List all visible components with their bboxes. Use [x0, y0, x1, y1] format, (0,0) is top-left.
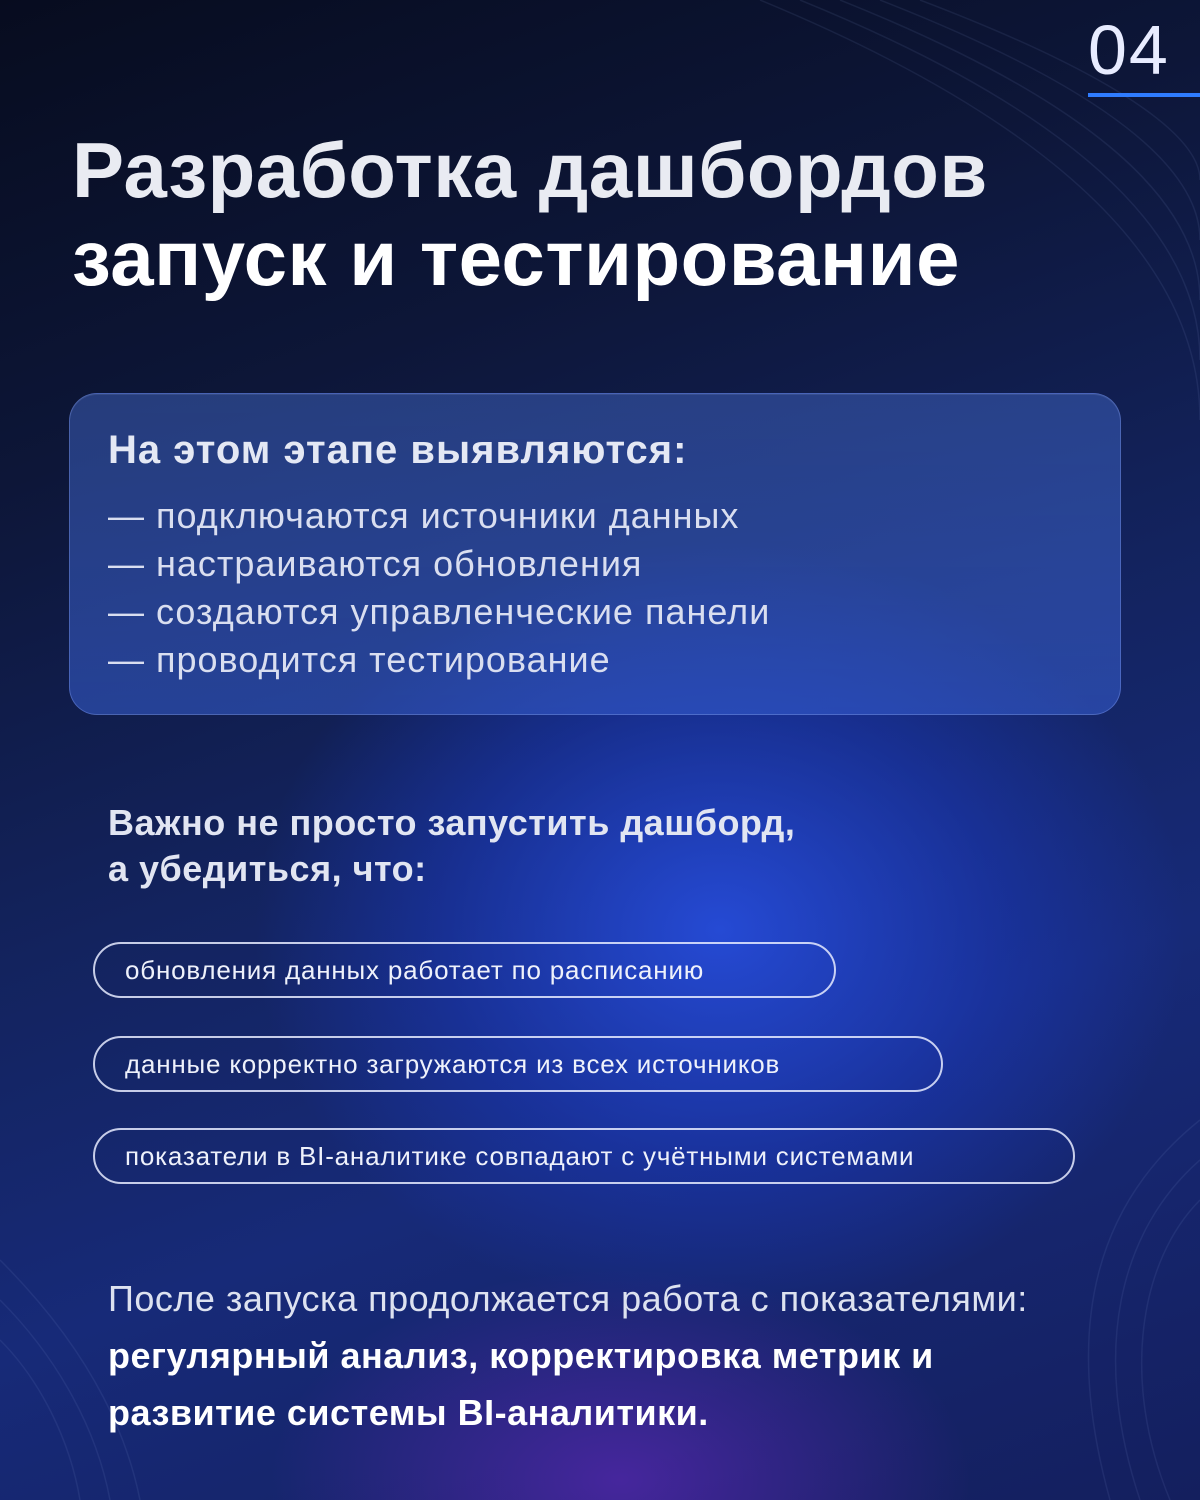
important-line-2: а убедиться, что: [108, 848, 427, 889]
conclusion-line-1: После запуска продолжается работа с показателями: [108, 1278, 1028, 1319]
list-item: — подключаются источники данных [108, 495, 740, 536]
check-pill-accounting: показатели в BI-аналитике совпадают с учётными системами [93, 1128, 1075, 1184]
conclusion-line-2: регулярный анализ, корректировка метрик и [108, 1335, 934, 1376]
stage-card [69, 393, 1121, 715]
stage-list [108, 492, 770, 684]
important-note [108, 800, 795, 892]
list-item: — настраиваются обновления [108, 543, 643, 584]
page-title [72, 126, 988, 302]
title-line-1: Разработка дашбордов [72, 126, 988, 214]
title-line-2: запуск и тестирование [72, 214, 960, 302]
conclusion-line-3: развитие системы BI-аналитики. [108, 1392, 709, 1433]
check-pill-schedule: обновления данных работает по расписанию [93, 942, 836, 998]
conclusion [108, 1270, 1028, 1441]
page-number: 04 [1088, 11, 1170, 89]
list-item: — создаются управленческие панели [108, 591, 771, 632]
check-pill-sources: данные корректно загружаются из всех источников [93, 1036, 943, 1092]
stage-heading: На этом этапе выявляются: [108, 428, 688, 472]
important-line-1: Важно не просто запустить дашборд, [108, 802, 796, 843]
page-number-underline [1088, 93, 1200, 97]
list-item: — проводится тестирование [108, 639, 611, 680]
